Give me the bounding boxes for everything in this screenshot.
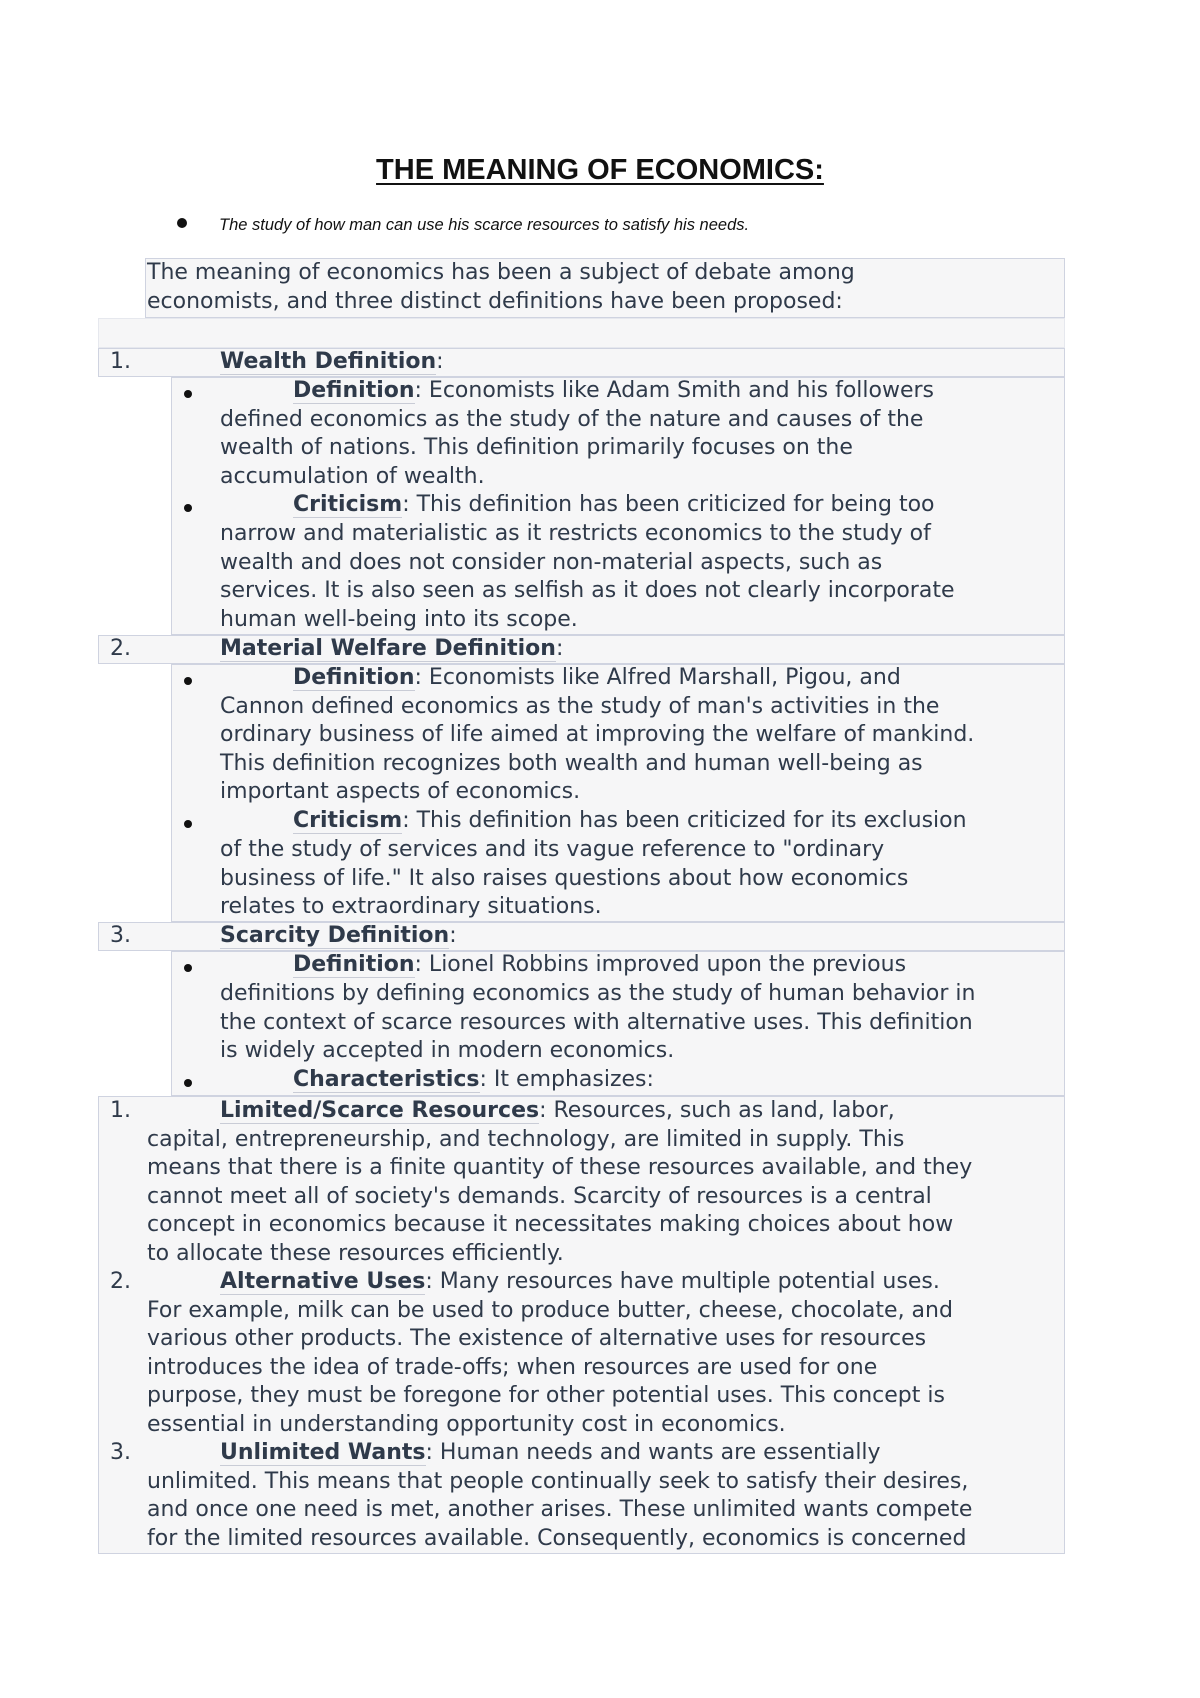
point-line: narrow and materialistic as it restricts economics to the study of — [220, 521, 931, 546]
subtitle-text: The study of how man can use his scarce resources to satisfy his needs. — [219, 216, 750, 234]
section-number: 3. — [110, 923, 131, 948]
point-label: Definition — [293, 378, 415, 403]
point-line: Definition: Lionel Robbins improved upon the previous — [293, 952, 907, 977]
characteristic-label: Alternative Uses — [220, 1269, 426, 1294]
bullet-icon — [184, 504, 192, 512]
point-line: is widely accepted in modern economics. — [220, 1038, 675, 1063]
point-line: services. It is also seen as selfish as it does not clearly incorporate — [220, 578, 955, 603]
point-label: Characteristics — [293, 1067, 480, 1092]
bullet-icon — [184, 820, 192, 828]
point-line: ordinary business of life aimed at improving the welfare of mankind. — [220, 722, 975, 747]
characteristic-line: various other products. The existence of alternative uses for resources — [147, 1326, 927, 1351]
point-line: This definition recognizes both wealth and human well-being as — [220, 750, 923, 776]
characteristic-number: 3. — [110, 1440, 131, 1465]
characteristic-line: for the limited resources available. Consequently, economics is concerned — [147, 1525, 967, 1551]
point-line: accumulation of wealth. — [220, 463, 485, 489]
characteristic-line: and once one need is met, another arises. These unlimited wants compete — [147, 1497, 973, 1522]
bullet-icon — [184, 964, 192, 972]
point-line: defined economics as the study of the nature and causes of the — [220, 406, 924, 432]
section-number: 2. — [110, 636, 131, 661]
section-heading: Material Welfare Definition: — [220, 636, 564, 661]
intro-line: economists, and three distinct definitions have been proposed: — [147, 289, 843, 314]
point-line: Characteristics: It emphasizes: — [293, 1067, 654, 1092]
spacer-box — [98, 318, 1065, 348]
section-number: 1. — [110, 349, 131, 374]
characteristic-line: purpose, they must be foregone for other potential uses. This concept is — [147, 1383, 945, 1408]
characteristic-line: essential in understanding opportunity cost in economics. — [147, 1411, 786, 1437]
characteristic-label: Limited/Scarce Resources — [220, 1098, 540, 1123]
characteristic-line: means that there is a finite quantity of these resources available, and they — [147, 1155, 973, 1180]
point-line: wealth and does not consider non-material aspects, such as — [220, 549, 883, 575]
characteristic-line: introduces the idea of trade-offs; when resources are used for one — [147, 1354, 878, 1380]
characteristic-line: concept in economics because it necessitates making choices about how — [147, 1212, 954, 1237]
point-line: of the study of services and its vague reference to "ordinary — [220, 837, 885, 862]
section-heading-label: Material Welfare Definition — [220, 636, 556, 661]
bullet-icon — [177, 218, 187, 228]
point-label: Definition — [293, 665, 415, 690]
page-title: THE MEANING OF ECONOMICS: — [376, 154, 824, 186]
point-label: Definition — [293, 952, 415, 977]
section-heading: Scarcity Definition: — [220, 923, 457, 948]
point-line: Criticism: This definition has been criticized for being too — [293, 492, 935, 517]
characteristic-line: Limited/Scarce Resources: Resources, such as land, labor, — [220, 1098, 895, 1123]
point-line: important aspects of economics. — [220, 779, 581, 804]
point-label: Criticism — [293, 492, 403, 517]
point-line: human well-being into its scope. — [220, 606, 578, 632]
intro-line: The meaning of economics has been a subject of debate among — [147, 260, 855, 285]
characteristic-line: cannot meet all of society's demands. Scarcity of resources is a central — [147, 1183, 932, 1209]
characteristic-line: For example, milk can be used to produce butter, cheese, chocolate, and — [147, 1297, 953, 1323]
characteristic-line: unlimited. This means that people continually seek to satisfy their desires, — [147, 1468, 969, 1494]
point-line: Definition: Economists like Alfred Marshall, Pigou, and — [293, 665, 901, 690]
point-line: the context of scarce resources with alternative uses. This definition — [220, 1009, 973, 1035]
characteristic-line: to allocate these resources efficiently. — [147, 1240, 564, 1266]
bullet-icon — [184, 1079, 192, 1087]
characteristic-line: Alternative Uses: Many resources have multiple potential uses. — [220, 1269, 940, 1294]
section-heading-label: Scarcity Definition — [220, 923, 450, 948]
point-line: definitions by defining economics as the study of human behavior in — [220, 981, 976, 1006]
characteristic-line: capital, entrepreneurship, and technology, are limited in supply. This — [147, 1126, 905, 1152]
characteristic-number: 2. — [110, 1269, 131, 1294]
characteristic-number: 1. — [110, 1098, 131, 1123]
characteristic-label: Unlimited Wants — [220, 1440, 426, 1465]
section-heading-label: Wealth Definition — [220, 349, 437, 374]
bullet-icon — [184, 677, 192, 685]
bullet-icon — [184, 390, 192, 398]
point-line: wealth of nations. This definition primarily focuses on the — [220, 435, 853, 460]
point-line: Cannon defined economics as the study of man's activities in the — [220, 693, 940, 719]
section-heading: Wealth Definition: — [220, 349, 444, 374]
point-line: relates to extraordinary situations. — [220, 894, 602, 919]
point-line: Definition: Economists like Adam Smith and his followers — [293, 378, 935, 403]
characteristic-line: Unlimited Wants: Human needs and wants are essentially — [220, 1440, 881, 1465]
point-line: Criticism: This definition has been criticized for its exclusion — [293, 808, 967, 833]
point-label: Criticism — [293, 808, 403, 833]
point-line: business of life." It also raises questions about how economics — [220, 865, 909, 891]
